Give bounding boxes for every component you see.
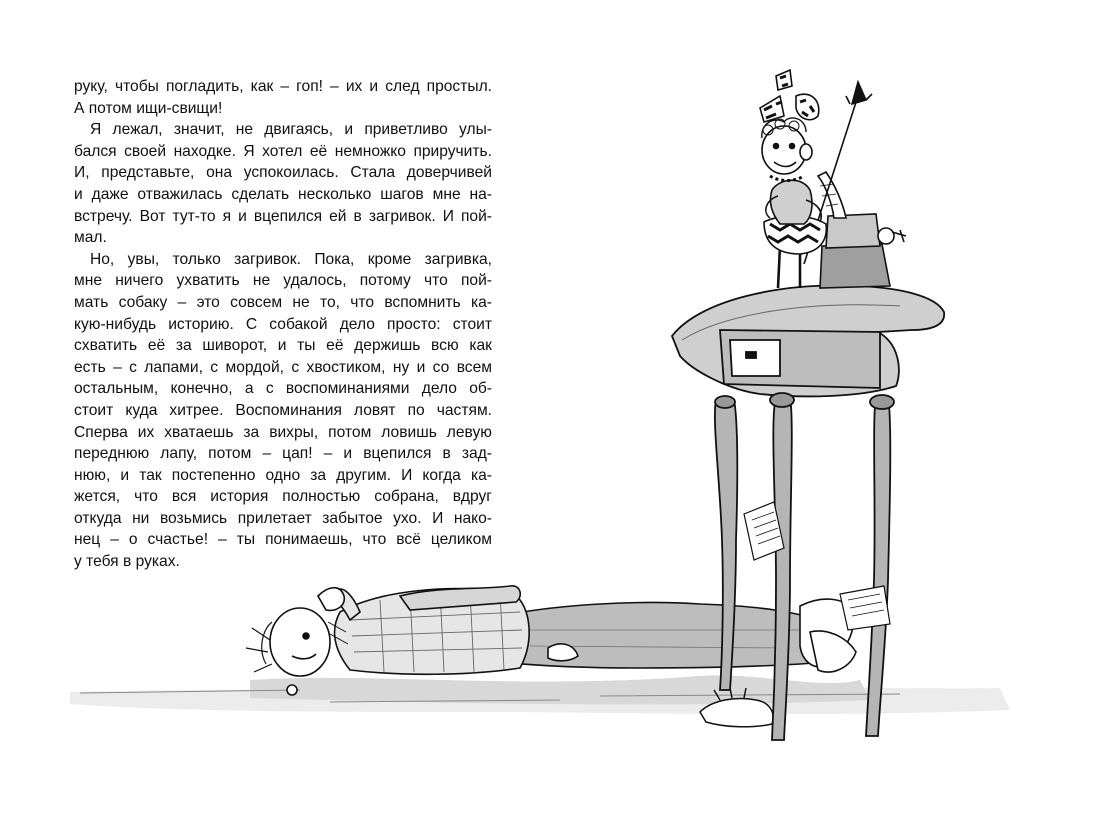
text-line: встречу. Вот тут-то я и вцепился ей в загривок. И пой- (74, 207, 492, 225)
text-line: А потом ищи-свищи! (74, 99, 223, 117)
text-line: Я лежал, значит, не двигаясь, и приветливо улы- (90, 121, 492, 139)
text-line: бался своей находке. Я хотел её немножко приручить. (74, 142, 492, 160)
typewriter (818, 172, 906, 288)
text-line: у тебя в руках. (74, 553, 180, 571)
text-line: руку, чтобы погладить, как – гоп! – их и след простыл. (74, 78, 492, 95)
text-line: откуда ни возьмись прилетает забытое ухо. И нако- (74, 509, 492, 527)
text-line: жется, что вся история полностью собрана, вдруг (74, 488, 492, 506)
text-line: есть – с лапами, с мордой, с хвостиком, ну и со всем (74, 358, 492, 376)
text-line: мне ничего ухватить не удалось, потому что пой- (74, 272, 492, 290)
text-line: стоит куда хитрее. Воспоминания ловят по частям. (74, 401, 492, 419)
text-line: нец – о счастье! – ты понимаешь, что всё целиком (74, 531, 492, 549)
text-line: мал. (74, 229, 107, 247)
text-line: И, представьте, она успокоилась. Стала доверчивей (74, 164, 492, 182)
text-line: Сперва их хватаешь за вихры, потом ловишь левую (74, 423, 492, 441)
text-line: кую-нибудь историю. С собакой дело просто: стоит (74, 315, 492, 333)
text-line: Но, увы, только загривок. Пока, кроме загривка, (90, 250, 492, 268)
text-line: остальным, конечно, а с воспоминаниями дело об- (74, 380, 492, 398)
text-line: мать собаку – это совсем не то, что вспомнить ка- (74, 293, 492, 311)
table (672, 285, 944, 740)
text-line: переднюю лапу, потом – цап! – и вцепился в зад- (74, 445, 492, 463)
text-line: и даже отважилась сделать несколько шагов мне на- (74, 185, 492, 203)
text-line: нюю, и так постепенно одно за другим. И когда ка- (74, 466, 492, 484)
text-line: схватить её за шиворот, и ты её держишь всю как (74, 337, 492, 355)
